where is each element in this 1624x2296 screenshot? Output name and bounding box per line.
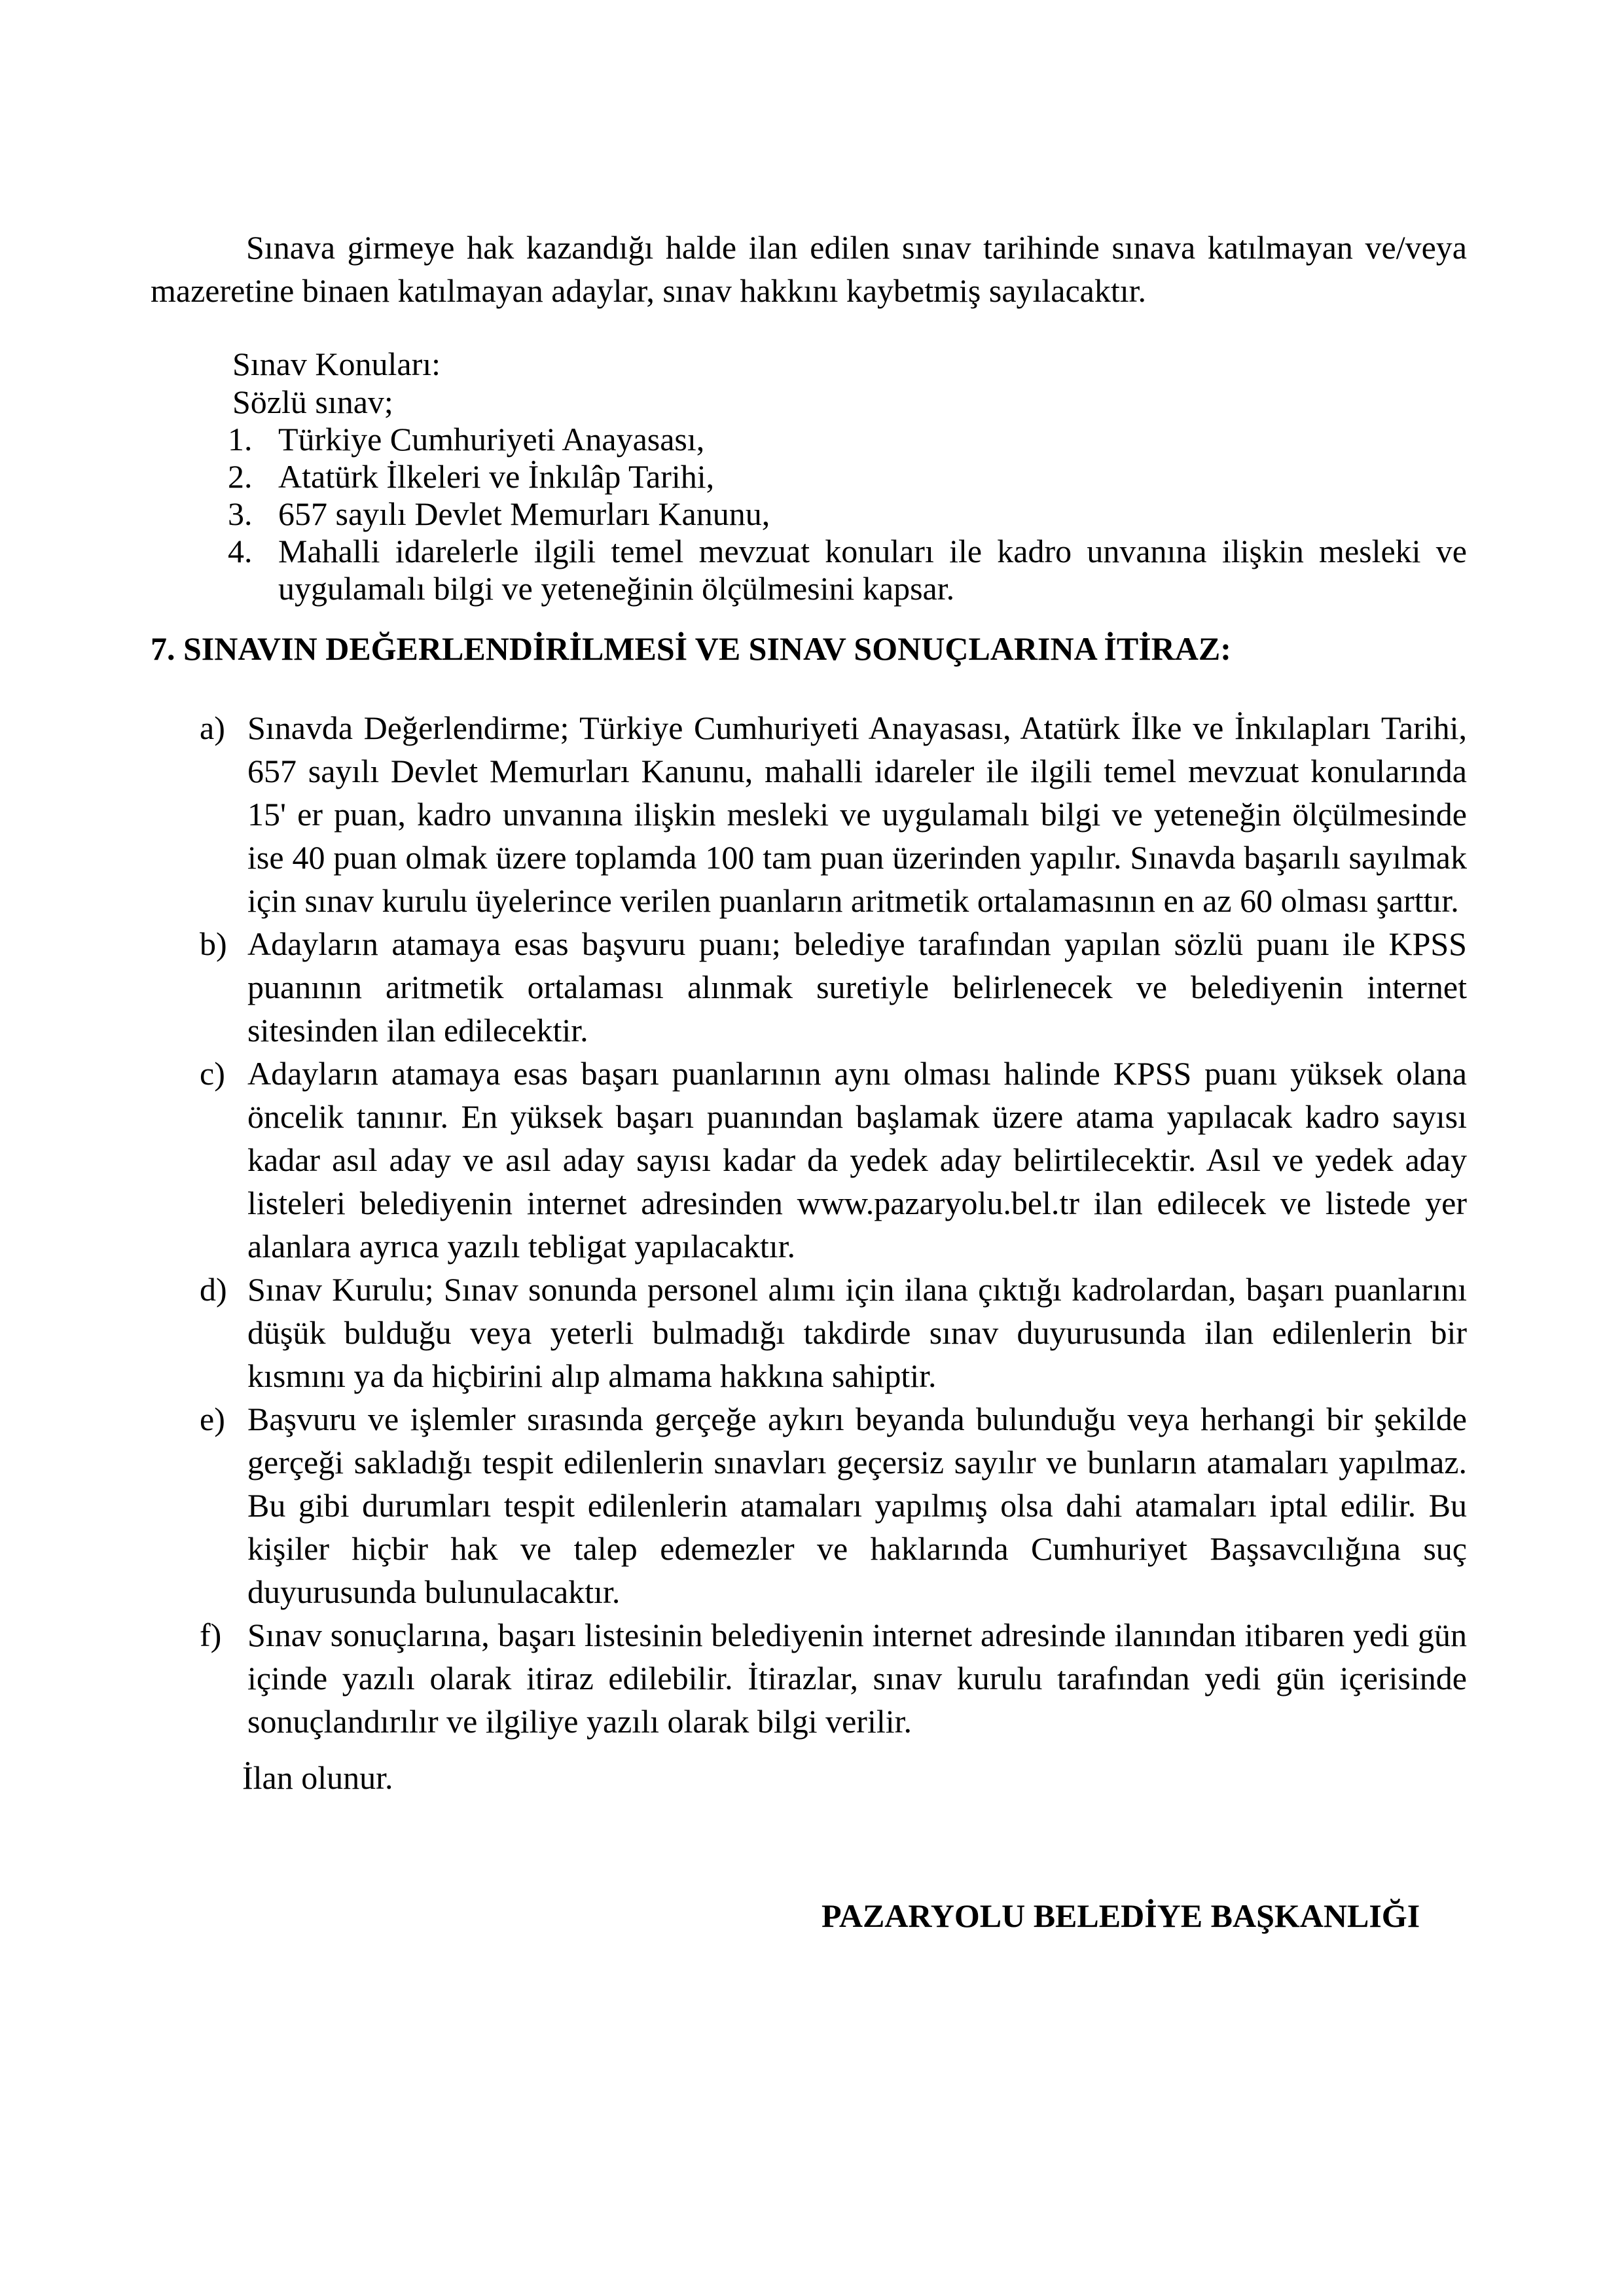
section-heading: 7. SINAVIN DEĞERLENDİRİLMESİ VE SINAV SONUÇLARINA İTİRAZ: (151, 630, 1231, 667)
item-marker: d) (200, 1271, 227, 1308)
signature-text: PAZARYOLU BELEDİYE BAŞKANLIĞI (821, 1897, 1420, 1934)
item-marker: 1. (228, 421, 253, 457)
list-item (228, 421, 1467, 458)
item-marker: e) (200, 1401, 225, 1437)
list-item (228, 533, 1467, 607)
item-marker: c) (200, 1055, 225, 1092)
item-text: 657 sayılı Devlet Memurları Kanunu, (278, 495, 770, 532)
item-text: Adayların atamaya esas başvuru puanı; belediye tarafından yapılan sözlü puanı ile KPSS puanının aritmetik ortalaması alınmak suretiyle belirlenecek ve belediyenin internet sitesinden ilan edilecektir. (247, 925, 1467, 1049)
item-text: Türkiye Cumhuriyeti Anayasası, (278, 421, 705, 457)
item-marker: 3. (228, 495, 253, 532)
list-item (200, 1397, 1467, 1613)
list-item (200, 922, 1467, 1052)
item-marker: 2. (228, 458, 253, 495)
item-marker: f) (200, 1617, 222, 1653)
subheading-sozlu-sinav: Sözlü sınav; (232, 384, 393, 420)
exam-topics-numbered-list (228, 421, 1467, 607)
item-text: Mahalli idarelerle ilgili temel mevzuat konuları ile kadro unvanına ilişkin mesleki ve uygulamalı bilgi ve yeteneğinin ölçülmesini kapsar. (278, 533, 1467, 607)
evaluation-lettered-list (200, 706, 1467, 1743)
list-item (200, 1052, 1467, 1268)
list-item (200, 706, 1467, 922)
item-text: Başvuru ve işlemler sırasında gerçeğe aykırı beyanda bulunduğu veya herhangi bir şekilde gerçeği sakladığı tespit edilenlerin sınavları geçersiz sayılır ve bunların atamaları yapılmaz. Bu gibi durumları tespit edilenlerin atamaları yapılmış olsa dahi atamaları iptal edilir. Bu kişiler hiçbir hak ve talep edemezler ve haklarında Cumhuriyet Başsavcılığına suç duyurusunda bulunulacaktır. (247, 1401, 1467, 1610)
item-text: Sınav Kurulu; Sınav sonunda personel alımı için ilana çıktığı kadrolardan, başarı puanlarını düşük bulduğu veya yeterli bulmadığı takdirde sınav duyurusunda ilan edilenlerin bir kısmını ya da hiçbirini alıp almama hakkına sahiptir. (247, 1271, 1467, 1394)
item-text: Sınavda Değerlendirme; Türkiye Cumhuriyeti Anayasası, Atatürk İlke ve İnkılapları Tarihi, 657 sayılı Devlet Memurları Kanunu, mahalli idareler ile ilgili temel mevzuat konularında 15' er puan, kadro unvanına ilişkin mesleki ve uygulamalı bilgi ve yeteneğin ölçülmesinde ise 40 puan olmak üzere toplamda 100 tam puan üzerinden yapılır. Sınavda başarılı sayılmak için sınav kurulu üyelerince verilen puanların aritmetik ortalamasının en az 60 olması şarttır. (247, 709, 1467, 919)
intro-paragraph: Sınava girmeye hak kazandığı halde ilan edilen sınav tarihinde sınava katılmayan ve/veya mazeretine binaen katılmayan adaylar, sınav hakkını kaybetmiş sayılacaktır. (151, 229, 1467, 309)
list-item (200, 1613, 1467, 1743)
item-marker: 4. (228, 533, 253, 569)
list-item (228, 495, 1467, 533)
item-text: Sınav sonuçlarına, başarı listesinin belediyenin internet adresinde ilanından itibaren yedi gün içinde yazılı olarak itiraz edilebilir. İtirazlar, sınav kurulu tarafından yedi gün içerisinde sonuçlandırılır ve ilgiliye yazılı olarak bilgi verilir. (247, 1617, 1467, 1740)
closing-text: İlan olunur. (242, 1759, 393, 1796)
item-marker: a) (200, 709, 225, 746)
item-marker: b) (200, 925, 227, 962)
list-item (200, 1268, 1467, 1397)
subheading-sinav-konulari: Sınav Konuları: (232, 346, 441, 382)
list-item (228, 458, 1467, 495)
item-text: Atatürk İlkeleri ve İnkılâp Tarihi, (278, 458, 715, 495)
item-text: Adayların atamaya esas başarı puanlarının aynı olması halinde KPSS puanı yüksek olana öncelik tanınır. En yüksek başarı puanından başlamak üzere atama yapılacak kadro sayısı kadar asıl aday ve asıl aday sayısı kadar da yedek aday belirtilecektir. Asıl ve yedek aday listeleri belediyenin internet adresinden www.pazaryolu.bel.tr ilan edilecek ve listede yer alanlara ayrıca yazılı tebligat yapılacaktır. (247, 1055, 1467, 1265)
